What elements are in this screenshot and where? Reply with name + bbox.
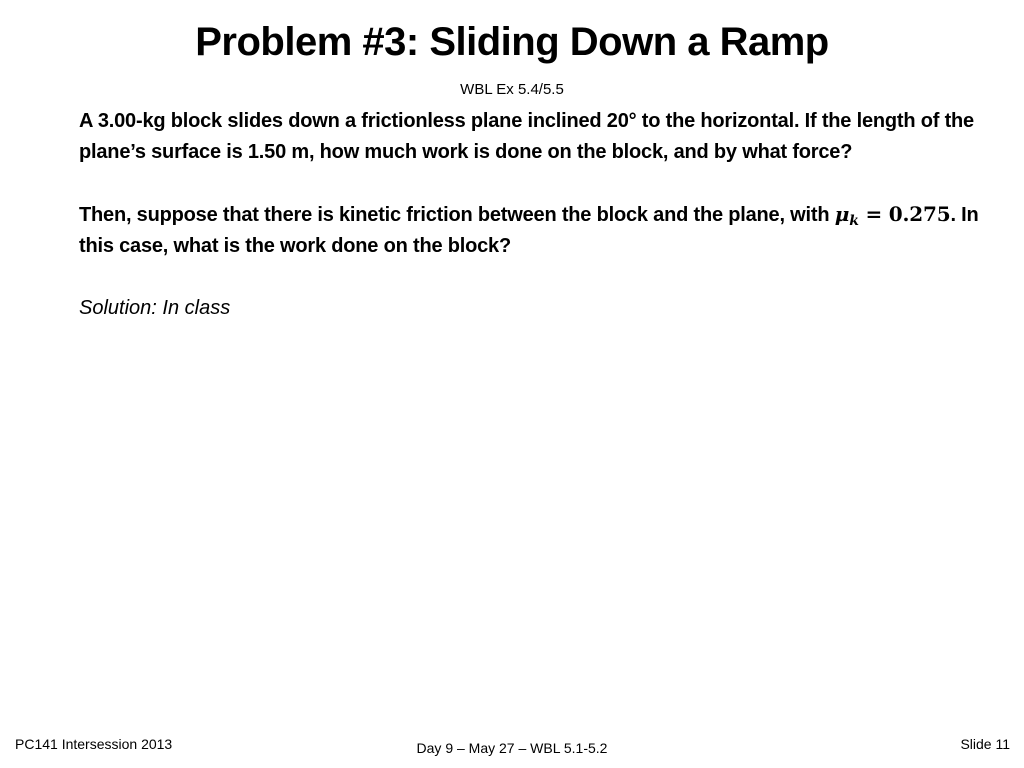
solution-note: Solution: In class: [79, 297, 231, 319]
paragraph-2-lead: Then, suppose that there is kinetic friction between the block and the plane, with: [79, 204, 835, 226]
mu-symbol: μ: [834, 202, 850, 226]
paragraph-2-tail: . In this case, what is the work done on the block?: [79, 204, 979, 257]
paragraph-spacer: [79, 168, 979, 199]
slide-body: [79, 106, 979, 324]
paragraph-spacer: [79, 262, 979, 293]
equals-sign: =: [858, 202, 889, 226]
slide-subtitle: WBL Ex 5.4/5.5: [460, 81, 564, 98]
footer-slide-number: Slide 11: [960, 736, 1010, 752]
friction-coefficient-equation: [834, 202, 951, 229]
mu-value: 0.275: [888, 202, 951, 226]
footer-date: Day 9 – May 27 – WBL 5.1-5.2: [416, 740, 608, 756]
footer-course: PC141 Intersession 2013: [15, 736, 173, 752]
problem-paragraph-2: [79, 199, 979, 262]
slide-title: Problem #3: Sliding Down a Ramp: [195, 20, 829, 64]
mu-subscript: k: [849, 213, 859, 229]
problem-paragraph-1: A 3.00-kg block slides down a frictionless plane inclined 20° to the horizontal. If the length of the plane’s surface is 1.50 m, how much work is done on the block, and by what force?: [79, 110, 974, 163]
